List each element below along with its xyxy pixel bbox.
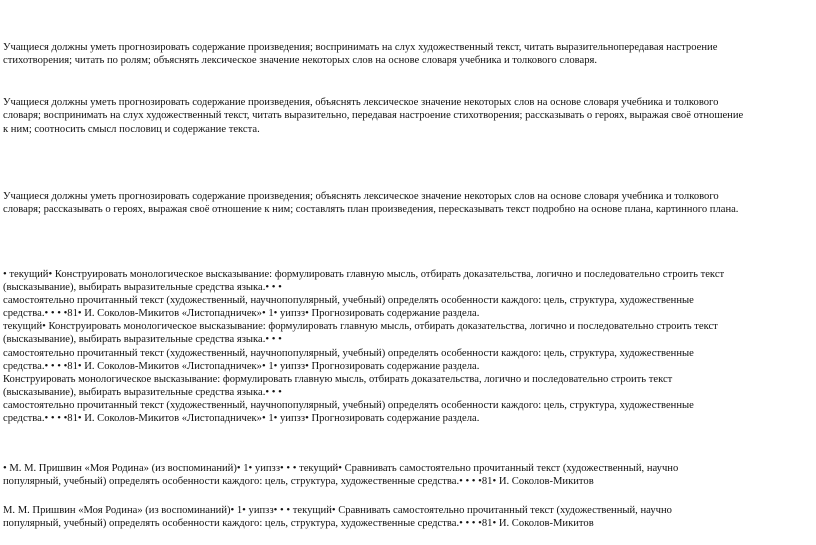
paragraph-5: [3, 462, 811, 489]
text-line: текущий• Конструировать монологическое высказывание: формулировать главную мысль, отбирать доказательства, логично и последовательно строить текст: [3, 321, 718, 333]
text-line: самостоятельно прочитанный текст (художественный, научнопопулярный, учебный) определять особенности каждого: цель, структура, художественные: [3, 399, 694, 411]
text-line: стихотворения; читать по ролям; объяснять лексическое значение некоторых слов на основе словаря учебника и толкового словаря.: [3, 55, 598, 67]
text-line: • текущий• Конструировать монологическое высказывание: формулировать главную мысль, отбирать доказательства, логично и последовательно строить текст: [3, 269, 725, 280]
paragraph-4: [3, 268, 811, 425]
text-line: популярный, учебный) определять особенности каждого: цель, структура, художественные средства.• • • •81• И. Соколов-Микитов: [3, 476, 594, 488]
paragraph-2: [3, 96, 811, 136]
text-line: самостоятельно прочитанный текст (художественный, научнопопулярный, учебный) определять особенности каждого: цель, структура, художественные: [3, 295, 694, 307]
text-line: средства.• • • •81• И. Соколов-Микитов «Листопадничек»• 1• уипзз• Прогнозировать содержание раздела.: [3, 413, 480, 425]
text-line: средства.• • • •81• И. Соколов-Микитов «Листопадничек»• 1• уипзз• Прогнозировать содержание раздела.: [3, 308, 480, 320]
text-line: Конструировать монологическое высказывание: формулировать главную мысль, отбирать доказательства, логично и последовательно строить текст: [3, 373, 673, 385]
text-line: (высказывание), выбирать выразительные средства языка.• • •: [3, 334, 282, 346]
text-line: Учащиеся должны уметь прогнозировать содержание произведения; воспринимать на слух художественный текст, читать выразительнопередавая настроение: [3, 42, 718, 53]
paragraph-3: [3, 190, 811, 217]
text-line: (высказывание), выбирать выразительные средства языка.• • •: [3, 282, 282, 294]
text-line: словаря; рассказывать о героях, выражая своё отношение к ним; составлять план произведения, пересказывать текст подробно на основе плана, картинного плана.: [3, 204, 739, 216]
text-line: Учащиеся должны уметь прогнозировать содержание произведения, объяснять лексическое значение некоторых слов на основе словаря учебника и толкового: [3, 97, 719, 108]
text-line: к ним; соотносить смысл пословиц и содержание текста.: [3, 123, 260, 135]
text-line: самостоятельно прочитанный текст (художественный, научнопопулярный, учебный) определять особенности каждого: цель, структура, художественные: [3, 347, 694, 359]
text-line: • М. М. Пришвин «Моя Родина» (из воспоминаний)• 1• уипзз• • • текущий• Сравнивать самостоятельно прочитанный текст (художественный, научно: [3, 463, 679, 474]
text-line: словаря; воспринимать на слух художественный текст, читать выразительно, передавая настроение стихотворения; рассказывать о героях, выражая своё отношение: [3, 110, 744, 122]
paragraph-6: [3, 504, 811, 531]
text-line: популярный, учебный) определять особенности каждого: цель, структура, художественные средства.• • • •81• И. Соколов-Микитов: [3, 518, 594, 530]
text-line: Учащиеся должны уметь прогнозировать содержание произведения; объяснять лексическое значение некоторых слов на основе словаря учебника и толкового: [3, 191, 719, 202]
text-line: средства.• • • •81• И. Соколов-Микитов «Листопадничек»• 1• уипзз• Прогнозировать содержание раздела.: [3, 360, 480, 372]
paragraph-1: [3, 41, 811, 68]
text-line: М. М. Пришвин «Моя Родина» (из воспоминаний)• 1• уипзз• • • текущий• Сравнивать самостоятельно прочитанный текст (художественный, научно: [3, 505, 672, 516]
text-line: (высказывание), выбирать выразительные средства языка.• • •: [3, 386, 282, 398]
